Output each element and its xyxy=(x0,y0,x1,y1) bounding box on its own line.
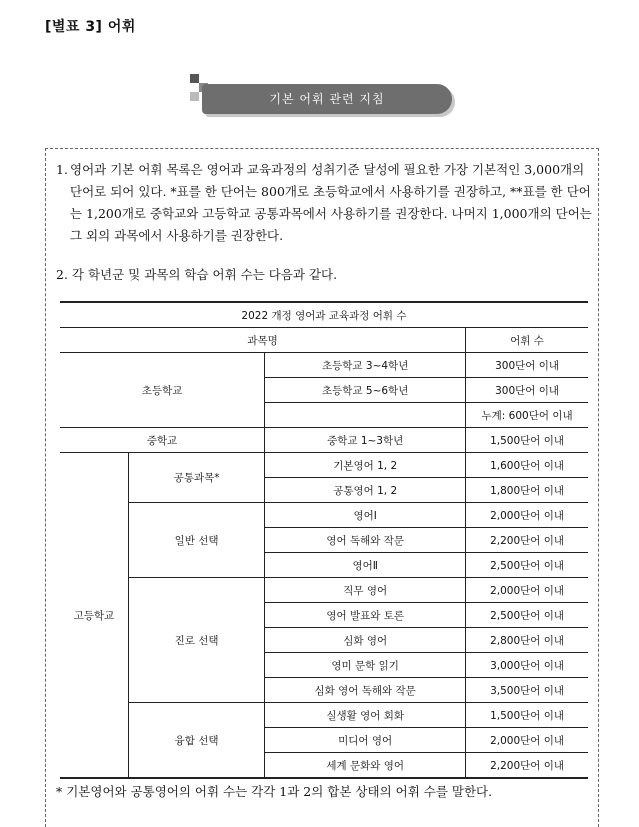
subject-cell: 영어 독해와 작문 xyxy=(265,528,466,553)
subject-cell: 직무 영어 xyxy=(265,578,466,603)
subject-cell xyxy=(265,403,466,428)
subject-cell: 중학교 1~3학년 xyxy=(265,428,466,453)
header-vocab: 어휘 수 xyxy=(466,328,588,353)
paragraph-line: 는 1,200개로 중학교와 고등학교 공통과목에서 사용하기를 권장한다. 나머지 1,000개의 단어는 xyxy=(70,206,592,221)
level-middle: 중학교 xyxy=(60,428,265,453)
subject-cell: 심화 영어 독해와 작문 xyxy=(265,678,466,703)
table-row xyxy=(60,453,588,478)
paragraph-line: 영어과 기본 어휘 목록은 영어과 교육과정의 성취기준 달성에 필요한 가장 기본적인 3,000개의 xyxy=(70,162,585,177)
banner-bar xyxy=(202,84,452,114)
count-cell: 2,000단어 이내 xyxy=(466,728,588,753)
table-row xyxy=(60,703,588,728)
count-cell: 2,200단어 이내 xyxy=(466,753,588,779)
paragraph-2: 2. 각 학년군 및 과목의 학습 어휘 수는 다음과 같다. xyxy=(56,267,338,282)
group-name: 공통과목* xyxy=(129,453,265,503)
paragraph-1 xyxy=(56,159,596,247)
subject-cell: 세계 문화와 영어 xyxy=(265,753,466,779)
subject-cell: 공통영어 1, 2 xyxy=(265,478,466,503)
paragraph-line: 단어로 되어 있다. *표를 한 단어는 800개로 초등학교에서 사용하기를 권장하고, **표를 한 단어 xyxy=(70,184,591,199)
table-row xyxy=(60,428,588,453)
count-cell: 300단어 이내 xyxy=(466,378,588,403)
guideline-box xyxy=(45,148,599,827)
subject-cell: 심화 영어 xyxy=(265,628,466,653)
subject-cell: 초등학교 3~4학년 xyxy=(265,353,466,378)
page-header: [별표 3] 어휘 xyxy=(45,19,136,35)
count-cell: 1,500단어 이내 xyxy=(466,703,588,728)
count-cell: 2,500단어 이내 xyxy=(466,603,588,628)
footnote: * 기본영어와 공통영어의 어휘 수는 각각 1과 2의 합본 상태의 어휘 수를 말한다. xyxy=(56,784,493,799)
count-cell: 3,000단어 이내 xyxy=(466,653,588,678)
group-name: 진로 선택 xyxy=(129,578,265,703)
count-cell: 1,800단어 이내 xyxy=(466,478,588,503)
count-cell: 1,500단어 이내 xyxy=(466,428,588,453)
subject-cell: 실생활 영어 회화 xyxy=(265,703,466,728)
section-banner xyxy=(190,74,460,120)
table-row xyxy=(60,353,588,378)
table-caption-row xyxy=(60,302,588,328)
decor-square xyxy=(190,74,199,83)
decor-square xyxy=(190,92,199,101)
group-name: 일반 선택 xyxy=(129,503,265,578)
subject-cell: 기본영어 1, 2 xyxy=(265,453,466,478)
count-cell: 2,800단어 이내 xyxy=(466,628,588,653)
group-name: 융합 선택 xyxy=(129,703,265,779)
banner-title: 기본 어휘 관련 지침 xyxy=(269,92,385,106)
table-row xyxy=(60,503,588,528)
count-cell: 누계: 600단어 이내 xyxy=(466,403,588,428)
header-subject: 과목명 xyxy=(60,328,466,353)
count-cell: 2,200단어 이내 xyxy=(466,528,588,553)
subject-cell: 영미 문학 읽기 xyxy=(265,653,466,678)
level-high: 고등학교 xyxy=(60,453,129,779)
table-header-row xyxy=(60,328,588,353)
table-caption: 2022 개정 영어과 교육과정 어휘 수 xyxy=(60,302,588,328)
subject-cell: 초등학교 5~6학년 xyxy=(265,378,466,403)
count-cell: 2,500단어 이내 xyxy=(466,553,588,578)
table-row xyxy=(60,578,588,603)
count-cell: 2,000단어 이내 xyxy=(466,578,588,603)
count-cell: 3,500단어 이내 xyxy=(466,678,588,703)
count-cell: 1,600단어 이내 xyxy=(466,453,588,478)
paragraph-line: 그 외의 과목에서 사용하기를 권장한다. xyxy=(70,228,284,243)
count-cell: 300단어 이내 xyxy=(466,353,588,378)
subject-cell: 미디어 영어 xyxy=(265,728,466,753)
subject-cell: 영어 발표와 토론 xyxy=(265,603,466,628)
level-elementary: 초등학교 xyxy=(60,353,265,428)
subject-cell: 영어Ⅱ xyxy=(265,553,466,578)
subject-cell: 영어Ⅰ xyxy=(265,503,466,528)
paragraph-number: 1. xyxy=(56,162,68,177)
count-cell: 2,000단어 이내 xyxy=(466,503,588,528)
vocab-table xyxy=(60,301,588,779)
